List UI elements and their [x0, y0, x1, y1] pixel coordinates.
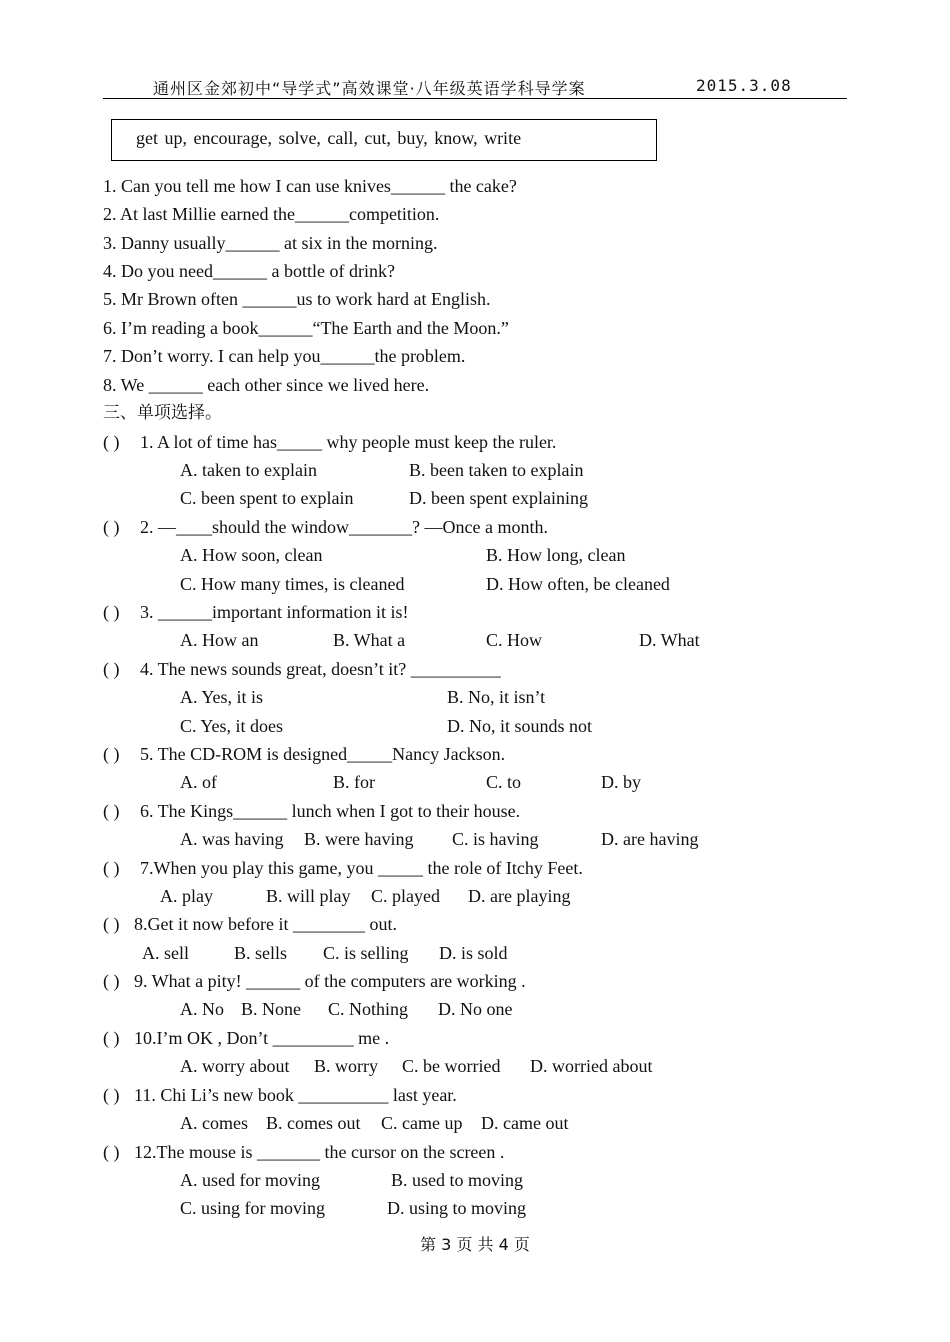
- option-8a: A. sell: [142, 943, 189, 963]
- option-11d: D. came out: [481, 1113, 569, 1133]
- option-8b: B. sells: [234, 943, 288, 963]
- option-8c: C. is selling: [323, 943, 409, 963]
- option-12a: A. used for moving: [180, 1170, 320, 1190]
- page-footer: 第 3 页 共 4 页: [420, 1235, 530, 1254]
- header-date: 2015.3.08: [696, 76, 792, 95]
- question-stem-8: 8.Get it now before it ________ out.: [134, 914, 397, 934]
- question-stem-12: 12.The mouse is _______ the cursor on the screen .: [134, 1142, 505, 1162]
- word-bank-box: get up, encourage, solve, call, cut, buy, know, write: [111, 119, 657, 161]
- question-stem-5: 5. The CD-ROM is designed_____Nancy Jackson.: [140, 744, 506, 764]
- option-6b: B. were having: [304, 829, 414, 849]
- option-12c: C. using for moving: [180, 1198, 326, 1218]
- option-10d: D. worried about: [530, 1056, 653, 1076]
- option-4c: C. Yes, it does: [180, 716, 284, 736]
- option-2a: A. How soon, clean: [180, 545, 323, 565]
- answer-paren: ( ): [103, 1142, 120, 1162]
- fill-in-7: 7. Don’t worry. I can help you______the problem.: [103, 346, 466, 366]
- option-8d: D. is sold: [439, 943, 508, 963]
- question-stem-3: 3. ______important information it is!: [140, 602, 409, 622]
- option-7d: D. are playing: [468, 886, 571, 906]
- fill-in-2: 2. At last Millie earned the______competition.: [103, 204, 440, 224]
- option-9d: D. No one: [438, 999, 513, 1019]
- option-10b: B. worry: [314, 1056, 378, 1076]
- answer-paren: ( ): [103, 517, 120, 537]
- option-6c: C. is having: [452, 829, 539, 849]
- option-9b: B. None: [241, 999, 301, 1019]
- option-5a: A. of: [180, 772, 217, 792]
- option-11c: C. came up: [381, 1113, 463, 1133]
- option-2c: C. How many times, is cleaned: [180, 574, 405, 594]
- option-10c: C. be worried: [402, 1056, 501, 1076]
- option-7a: A. play: [160, 886, 213, 906]
- option-10a: A. worry about: [180, 1056, 290, 1076]
- question-stem-7: 7.When you play this game, you _____ the role of Itchy Feet.: [140, 858, 583, 878]
- question-stem-1: 1. A lot of time has_____ why people must keep the ruler.: [140, 432, 557, 452]
- option-2b: B. How long, clean: [486, 545, 626, 565]
- option-7b: B. will play: [266, 886, 351, 906]
- answer-paren: ( ): [103, 1085, 120, 1105]
- question-stem-10: 10.I’m OK , Don’t _________ me .: [134, 1028, 390, 1048]
- option-4a: A. Yes, it is: [180, 687, 264, 707]
- answer-paren: ( ): [103, 1028, 120, 1048]
- question-stem-9: 9. What a pity! ______ of the computers are working .: [134, 971, 526, 991]
- option-4b: B. No, it isn’t: [447, 687, 546, 707]
- question-stem-11: 11. Chi Li’s new book __________ last year.: [134, 1085, 457, 1105]
- option-2d: D. How often, be cleaned: [486, 574, 670, 594]
- option-9c: C. Nothing: [328, 999, 409, 1019]
- option-1b: B. been taken to explain: [409, 460, 584, 480]
- fill-in-1: 1. Can you tell me how I can use knives______ the cake?: [103, 176, 517, 196]
- option-7c: C. played: [371, 886, 440, 906]
- option-12b: B. used to moving: [391, 1170, 524, 1190]
- option-11a: A. comes: [180, 1113, 248, 1133]
- option-1c: C. been spent to explain: [180, 488, 354, 508]
- option-1a: A. taken to explain: [180, 460, 317, 480]
- answer-paren: ( ): [103, 432, 120, 452]
- section-three-title: 三、单项选择。: [103, 403, 222, 423]
- page-header: [103, 74, 847, 99]
- option-3b: B. What a: [333, 630, 406, 650]
- option-1d: D. been spent explaining: [409, 488, 588, 508]
- option-5b: B. for: [333, 772, 375, 792]
- fill-in-8: 8. We ______ each other since we lived here.: [103, 375, 430, 395]
- answer-paren: ( ): [103, 801, 120, 821]
- question-stem-4: 4. The news sounds great, doesn’t it? __________: [140, 659, 501, 679]
- option-4d: D. No, it sounds not: [447, 716, 593, 736]
- fill-in-6: 6. I’m reading a book______“The Earth and the Moon.”: [103, 318, 509, 338]
- question-stem-6: 6. The Kings______ lunch when I got to their house.: [140, 801, 521, 821]
- header-title: 通州区金郊初中“导学式”高效课堂·八年级英语学科导学案: [153, 79, 586, 98]
- fill-in-4: 4. Do you need______ a bottle of drink?: [103, 261, 395, 281]
- answer-paren: ( ): [103, 744, 120, 764]
- answer-paren: ( ): [103, 659, 120, 679]
- option-6a: A. was having: [180, 829, 284, 849]
- answer-paren: ( ): [103, 602, 120, 622]
- option-5d: D. by: [601, 772, 641, 792]
- fill-in-5: 5. Mr Brown often ______us to work hard at English.: [103, 289, 491, 309]
- fill-in-3: 3. Danny usually______ at six in the morning.: [103, 233, 438, 253]
- option-3c: C. How: [486, 630, 543, 650]
- option-3d: D. What: [639, 630, 700, 650]
- answer-paren: ( ): [103, 914, 120, 934]
- answer-paren: ( ): [103, 971, 120, 991]
- option-9a: A. No: [180, 999, 224, 1019]
- option-3a: A. How an: [180, 630, 259, 650]
- option-11b: B. comes out: [266, 1113, 361, 1133]
- option-5c: C. to: [486, 772, 522, 792]
- option-6d: D. are having: [601, 829, 699, 849]
- answer-paren: ( ): [103, 858, 120, 878]
- option-12d: D. using to moving: [387, 1198, 527, 1218]
- question-stem-2: 2. —____should the window_______? —Once a month.: [140, 517, 548, 537]
